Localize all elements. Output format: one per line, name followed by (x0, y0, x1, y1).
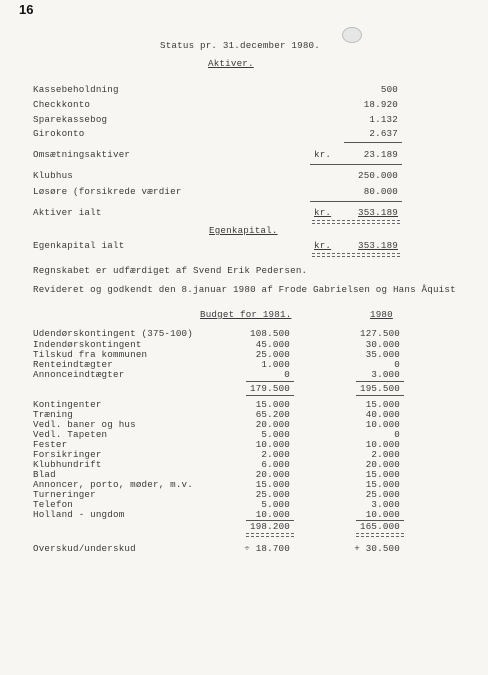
expense-actual: 0 (394, 429, 400, 440)
expense-actual: 10.000 (365, 509, 400, 520)
aktiver-heading: Aktiver. (208, 58, 254, 69)
asset-label: Checkkonto (33, 99, 91, 110)
expense-budget: 15.000 (255, 479, 290, 490)
income-label: Indendørskontingent (33, 339, 142, 350)
result-budget: ÷ 18.700 (244, 543, 290, 554)
expense-label: Fester (33, 439, 68, 450)
egenkapital-ialt-label: Egenkapital ialt (33, 240, 125, 251)
expense-label: Blad (33, 469, 56, 480)
page-number: 16 (19, 2, 34, 17)
fixed-asset-value: 250.000 (358, 170, 398, 181)
kr-label: kr. (314, 149, 332, 160)
expense-actual: 15.000 (365, 469, 400, 480)
expense-budget: 15.000 (255, 399, 290, 410)
income-label: Tilskud fra kommunen (33, 349, 148, 360)
expense-label: Annoncer, porto, møder, m.v. (33, 479, 193, 490)
asset-label: Girokonto (33, 128, 85, 139)
expense-budget: 6.000 (261, 459, 290, 470)
asset-value: 18.920 (363, 99, 398, 110)
expense-actual: 2.000 (371, 449, 400, 460)
expense-label: Turneringer (33, 489, 96, 500)
result-label: Overskud/underskud (33, 543, 136, 554)
asset-label: Kassebeholdning (33, 84, 119, 95)
expense-actual: 15.000 (365, 399, 400, 410)
double-rule (246, 533, 294, 537)
expense-actual: 25.000 (365, 489, 400, 500)
expense-actual: 40.000 (365, 409, 400, 420)
stamp-mark (342, 27, 362, 43)
expense-actual: 3.000 (371, 499, 400, 510)
income-label: Udendørskontingent (375-100) (33, 328, 193, 339)
note-prepared-by: Regnskabet er udfærdiget af Svend Erik Pedersen. (33, 265, 308, 276)
expense-budget: 10.000 (255, 509, 290, 520)
income-budget: 0 (284, 369, 290, 380)
expense-actual: 10.000 (365, 419, 400, 430)
egenkapital-heading: Egenkapital. (209, 225, 278, 236)
expense-budget: 5.000 (261, 429, 290, 440)
expense-label: Klubhundrift (33, 459, 102, 470)
omsaetning-label: Omsætningsaktiver (33, 149, 131, 160)
asset-value: 1.132 (369, 114, 398, 125)
expense-label: Holland - ungdom (33, 509, 125, 520)
section-rule (310, 201, 402, 202)
fixed-asset-value: 80.000 (363, 186, 398, 197)
kr-label: kr. (314, 240, 332, 251)
income-total-actual: 195.500 (360, 383, 400, 394)
omsaetning-value: 23.189 (363, 149, 398, 160)
double-rule (356, 533, 404, 537)
expense-label: Træning (33, 409, 73, 420)
note-audited: Revideret og godkendt den 8.januar 1980 af Frode Gabrielsen og Hans Åquist (33, 284, 456, 295)
expense-label: Forsikringer (33, 449, 102, 460)
income-actual: 127.500 (360, 328, 400, 339)
income-label: Renteindtægter (33, 359, 113, 370)
income-actual: 0 (394, 359, 400, 370)
asset-value: 2.637 (369, 128, 398, 139)
expense-total-budget: 198.200 (250, 521, 290, 532)
section-rule (310, 164, 402, 165)
aktiver-ialt-value: 353.189 (358, 207, 398, 218)
double-rule (312, 220, 400, 224)
asset-value: 500 (380, 84, 398, 95)
aktiver-ialt-label: Aktiver ialt (33, 207, 102, 218)
expense-budget: 10.000 (255, 439, 290, 450)
egenkapital-ialt-value: 353.189 (358, 240, 398, 251)
expense-budget: 65.200 (255, 409, 290, 420)
total-rule (246, 381, 294, 382)
total-rule (356, 395, 404, 396)
budget-heading: Budget for 1981. (200, 309, 292, 320)
kr-label: kr. (314, 207, 332, 218)
expense-actual: 15.000 (365, 479, 400, 490)
status-title: Status pr. 31.december 1980. (160, 40, 320, 51)
income-budget: 108.500 (250, 328, 290, 339)
expense-label: Vedl. baner og hus (33, 419, 136, 430)
income-budget: 45.000 (255, 339, 290, 350)
year-heading: 1980 (370, 309, 393, 320)
result-actual: + 30.500 (354, 543, 400, 554)
income-actual: 3.000 (371, 369, 400, 380)
expense-label: Telefon (33, 499, 73, 510)
asset-label: Sparekassebog (33, 114, 108, 125)
expense-budget: 5.000 (261, 499, 290, 510)
expense-total-actual: 165.000 (360, 521, 400, 532)
income-actual: 30.000 (365, 339, 400, 350)
double-rule (312, 253, 400, 257)
total-rule (246, 395, 294, 396)
income-budget: 1.000 (261, 359, 290, 370)
expense-budget: 2.000 (261, 449, 290, 460)
total-rule (356, 381, 404, 382)
income-budget: 25.000 (255, 349, 290, 360)
expense-actual: 20.000 (365, 459, 400, 470)
expense-label: Kontingenter (33, 399, 102, 410)
fixed-asset-label: Klubhus (33, 170, 73, 181)
expense-label: Vedl. Tapeten (33, 429, 108, 440)
income-actual: 35.000 (365, 349, 400, 360)
fixed-asset-label: Løsøre (forsikrede værdier (33, 186, 182, 197)
expense-budget: 20.000 (255, 419, 290, 430)
subtotal-rule (344, 142, 402, 143)
income-total-budget: 179.500 (250, 383, 290, 394)
expense-actual: 10.000 (365, 439, 400, 450)
expense-budget: 25.000 (255, 489, 290, 500)
expense-budget: 20.000 (255, 469, 290, 480)
income-label: Annonceindtægter (33, 369, 125, 380)
